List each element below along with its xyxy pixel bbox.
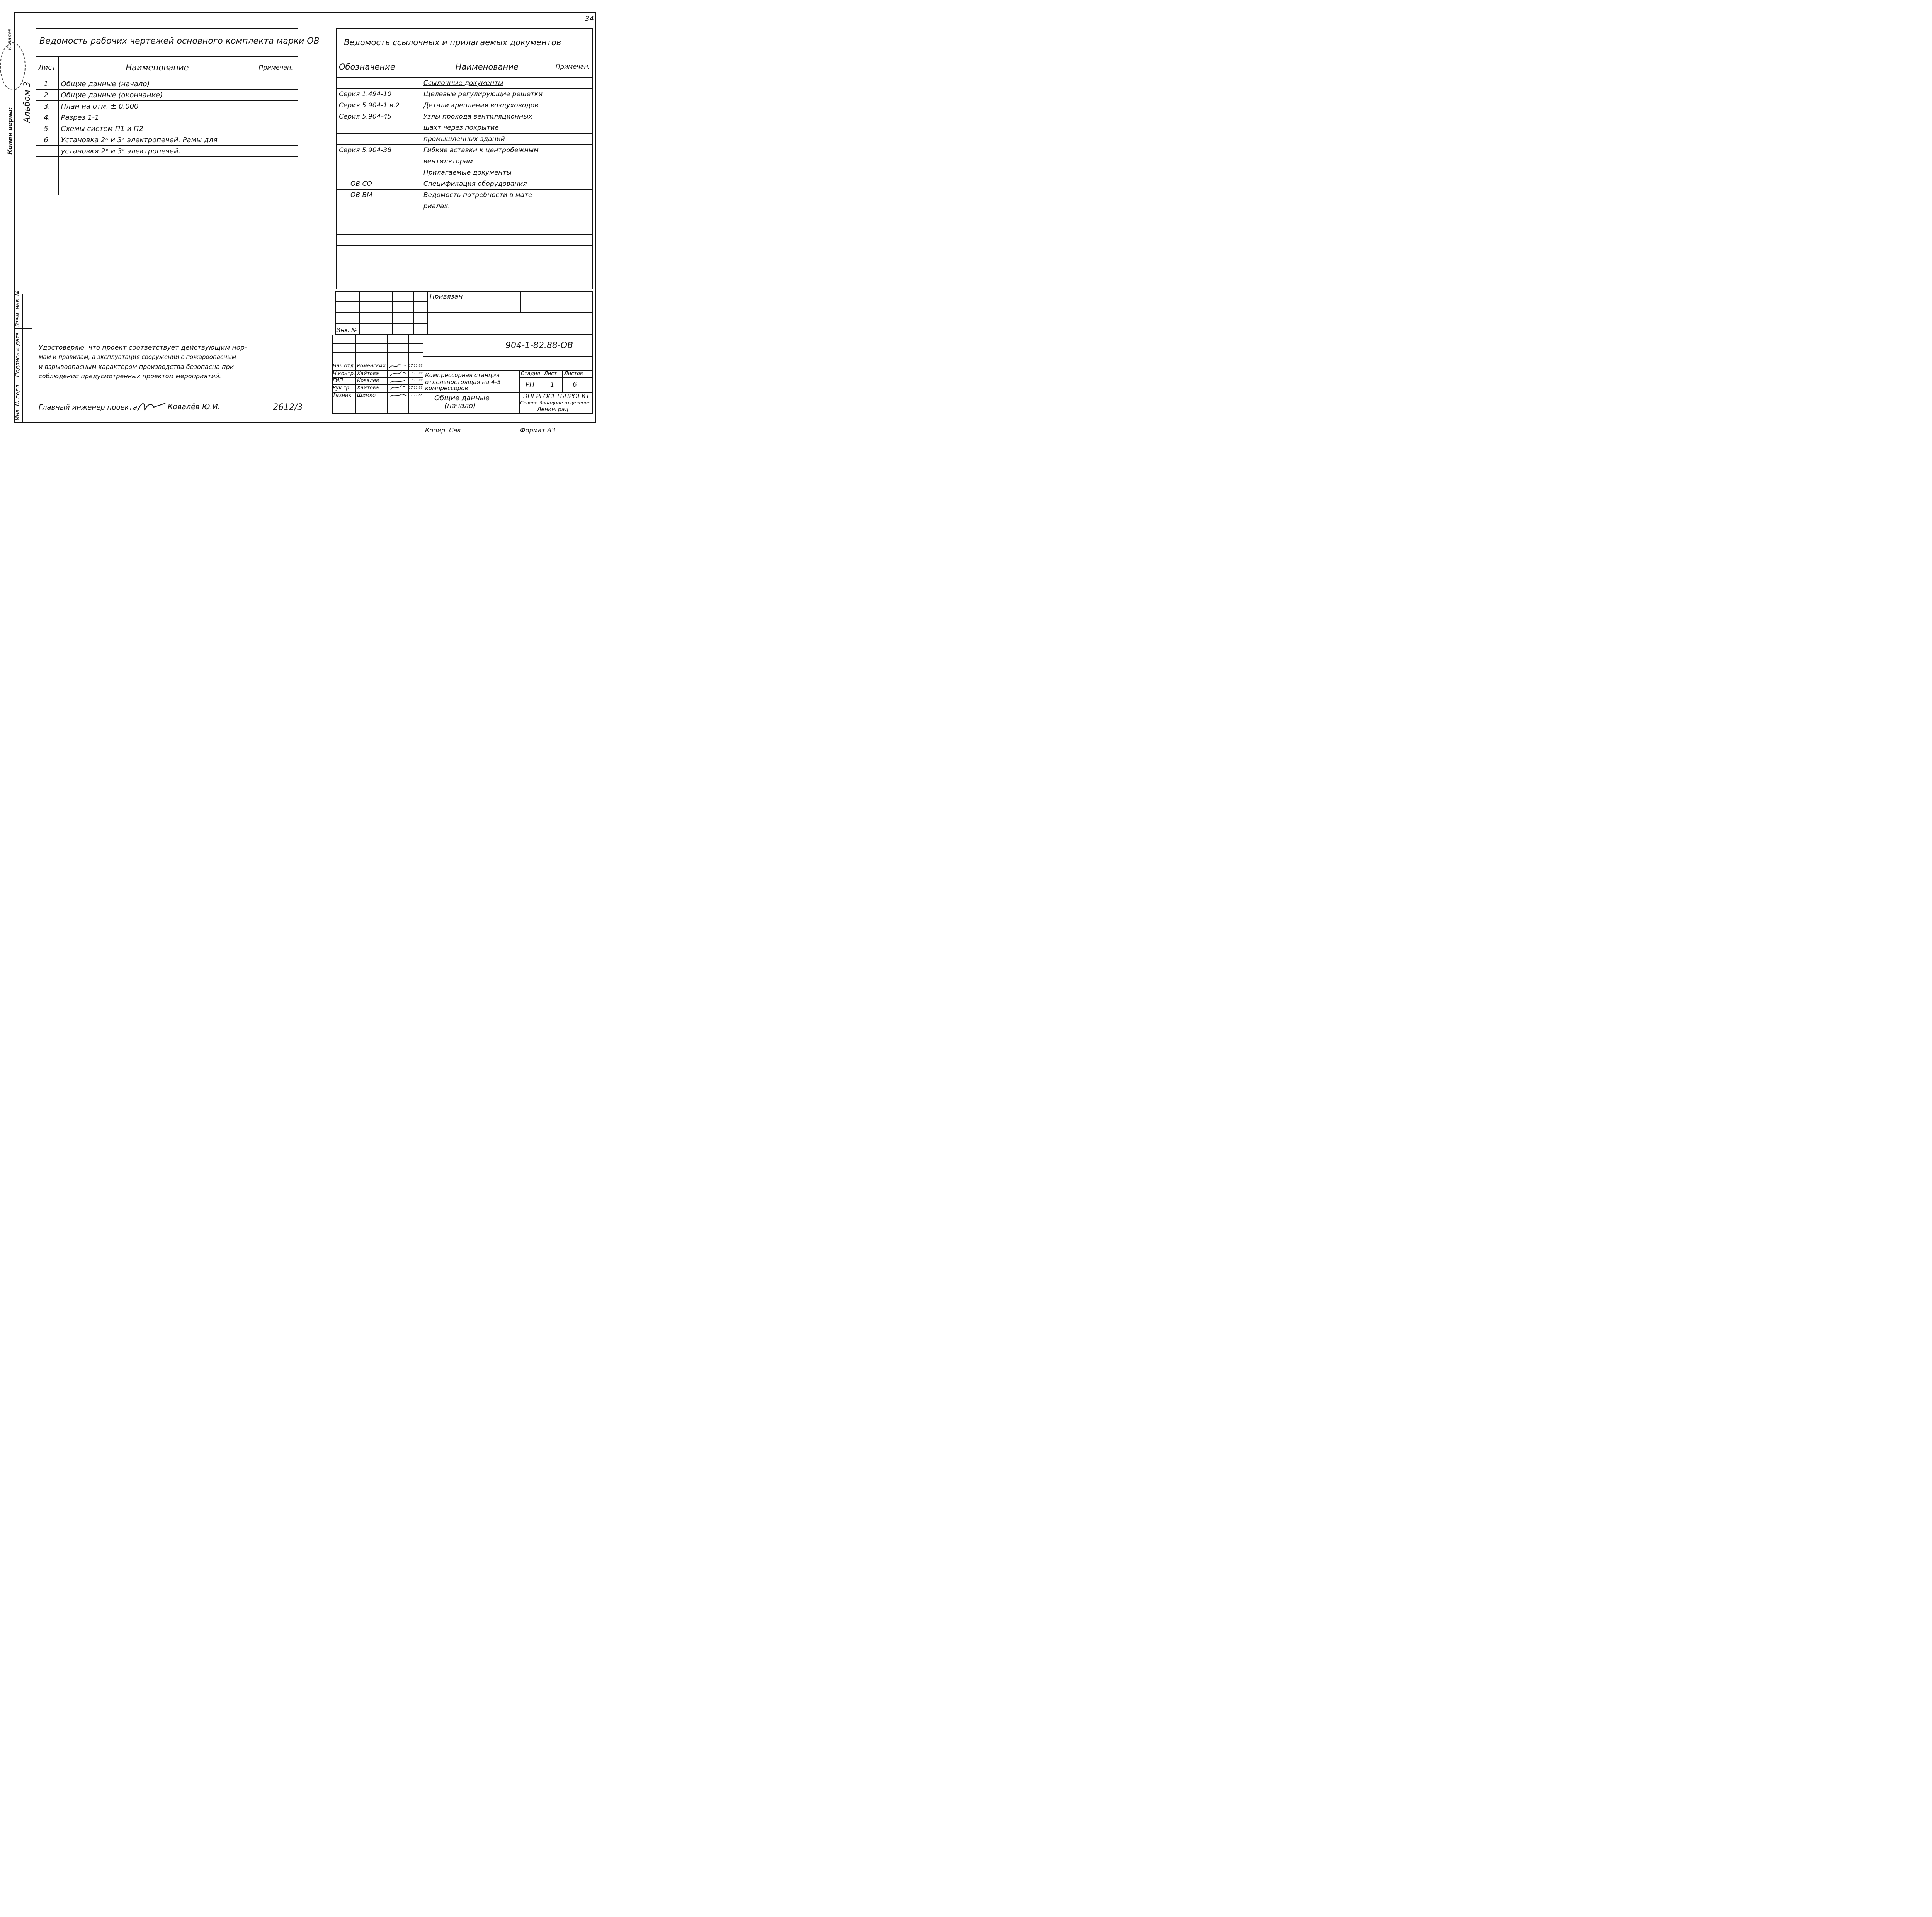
staff-name: Роменский bbox=[357, 363, 386, 369]
staff-date: 17.11.88 bbox=[409, 393, 423, 397]
organization-city: Ленинград bbox=[537, 406, 569, 413]
footer-format: Формат А3 bbox=[520, 427, 556, 434]
table-row bbox=[337, 279, 593, 289]
header-note: Примечан. bbox=[553, 56, 592, 78]
staff-date: 17.11.88 bbox=[409, 379, 423, 382]
sheets-label: Листов bbox=[564, 371, 583, 377]
staff-name: Хайтова bbox=[357, 385, 379, 391]
right-table-title: Ведомость ссылочных и прилагаемых документов bbox=[344, 38, 561, 47]
table-row: 4. Разрез 1-1 bbox=[36, 112, 298, 123]
page-number: 34 bbox=[585, 15, 594, 23]
staff-date: 17.11.88 bbox=[409, 372, 423, 375]
stage-label: Стадия bbox=[521, 371, 540, 377]
document-code: 904-1-82.88-ОВ bbox=[505, 341, 573, 350]
table-row bbox=[337, 257, 593, 268]
organization-branch: Северо-Западное отделение bbox=[520, 400, 591, 406]
table-row: риалах. bbox=[337, 201, 593, 212]
table-row bbox=[337, 246, 593, 257]
staff-name: Хайтова bbox=[357, 371, 379, 377]
certification-line-3: и взрывоопасным характером производства безопасна при bbox=[39, 363, 234, 370]
inv-label: Инв. № bbox=[336, 327, 358, 334]
footer-copied: Копир. Сак. bbox=[425, 427, 463, 434]
table-row: 5. Схемы систем П1 и П2 bbox=[36, 123, 298, 134]
copy-signer-note: Ковалев bbox=[7, 28, 13, 50]
sheets-value: 6 bbox=[573, 381, 577, 389]
staff-role: ГИП bbox=[333, 378, 343, 384]
staff-name: Ковалев bbox=[357, 378, 379, 384]
table-row: ОВ.СО Спецификация оборудования bbox=[337, 178, 593, 190]
copy-stamp bbox=[0, 42, 26, 90]
table-row: 1. Общие данные (начало) bbox=[36, 78, 298, 90]
certification-line-2: мам и правилам, а эксплуатация сооружений с пожароопасным bbox=[39, 353, 236, 360]
table-row: Прилагаемые документы bbox=[337, 167, 593, 178]
object-name-line-1: Компрессорная станция bbox=[425, 372, 500, 379]
left-table bbox=[36, 56, 298, 195]
table-row: 6. Установка 2ˣ и 3ˣ электропечей. Рамы для bbox=[36, 134, 298, 146]
header-code: Обозначение bbox=[337, 56, 421, 78]
table-row: вентиляторам bbox=[337, 156, 593, 167]
stage-value: РП bbox=[526, 381, 535, 389]
staff-role: Нач.отд. bbox=[333, 363, 355, 369]
left-table-header bbox=[36, 57, 298, 78]
sheet-name-line-2: (начало) bbox=[444, 402, 476, 410]
staff-role: Техник bbox=[333, 393, 352, 398]
chief-engineer-signature bbox=[136, 399, 167, 414]
strip-replace-inv: Взам. инв. № bbox=[15, 290, 21, 327]
table-row bbox=[36, 168, 298, 179]
table-row bbox=[337, 268, 593, 279]
staff-signatures bbox=[388, 362, 408, 399]
certification-line-1: Удостоверяю, что проект соответствует действующим нор- bbox=[39, 344, 247, 352]
table-row bbox=[36, 179, 298, 195]
table-row: Серия 5.904-1 в.2 Детали крепления воздуховодов bbox=[337, 100, 593, 111]
table-row bbox=[36, 157, 298, 168]
table-row: 2. Общие данные (окончание) bbox=[36, 90, 298, 101]
table-row: ОВ.ВМ Ведомость потребности в мате- bbox=[337, 190, 593, 201]
strip-inv-orig: Инв. № подл. bbox=[15, 383, 21, 420]
inventory-number: 2612/3 bbox=[273, 403, 303, 412]
staff-date: 17.11.88 bbox=[409, 386, 423, 389]
table-row: Серия 1.494-10 Щелевые регулирующие решетки bbox=[337, 89, 593, 100]
chief-engineer-name: Ковалёв Ю.И. bbox=[168, 403, 220, 411]
object-name-line-2: отдельностоящая на 4-5 bbox=[425, 379, 501, 386]
table-row: шахт через покрытие bbox=[337, 122, 593, 134]
object-name-line-3: компрессоров bbox=[425, 385, 468, 392]
certification-line-4: соблюдении предусмотренных проектом мероприятий. bbox=[39, 372, 221, 380]
strip-signature-date: Подпись и дата bbox=[15, 332, 21, 377]
left-table-title: Ведомость рабочих чертежей основного комплекта марки ОВ bbox=[39, 36, 320, 46]
table-row: 3. План на отм. ± 0.000 bbox=[36, 101, 298, 112]
organization-name: ЭНЕРГОСЕТЬПРОЕКТ bbox=[523, 393, 590, 400]
staff-role: Рук.гр. bbox=[333, 385, 351, 391]
sheet-name-line-1: Общие данные bbox=[434, 394, 490, 402]
right-table bbox=[336, 56, 593, 289]
table-row bbox=[337, 223, 593, 235]
album-note: Альбом 3 bbox=[22, 82, 32, 123]
header-name: Наименование bbox=[421, 56, 553, 78]
header-sheet: Лист bbox=[36, 57, 59, 78]
attachment-block bbox=[335, 291, 593, 335]
right-table-header bbox=[337, 56, 593, 78]
table-row: установки 2ˣ и 3ˣ электропечей. bbox=[36, 146, 298, 157]
table-row: промышленных зданий bbox=[337, 134, 593, 145]
header-note: Примечан. bbox=[256, 57, 298, 78]
chief-engineer-label: Главный инженер проекта bbox=[39, 403, 137, 411]
staff-name: Шимко bbox=[357, 393, 376, 398]
table-row bbox=[337, 235, 593, 246]
sheet-value: 1 bbox=[550, 381, 554, 389]
sheet-label: Лист bbox=[544, 371, 557, 377]
table-row: Серия 5.904-45 Узлы прохода вентиляционных bbox=[337, 111, 593, 122]
table-row: Ссылочные документы bbox=[337, 78, 593, 89]
staff-role: Н.контр. bbox=[333, 371, 355, 377]
copy-verified-note: Копия верна: bbox=[6, 107, 14, 155]
attached-label: Привязан bbox=[430, 293, 463, 301]
table-row: Серия 5.904-38 Гибкие вставки к центробежным bbox=[337, 145, 593, 156]
staff-date: 17.11.88 bbox=[409, 364, 423, 367]
header-name: Наименование bbox=[58, 57, 256, 78]
table-row bbox=[337, 212, 593, 223]
